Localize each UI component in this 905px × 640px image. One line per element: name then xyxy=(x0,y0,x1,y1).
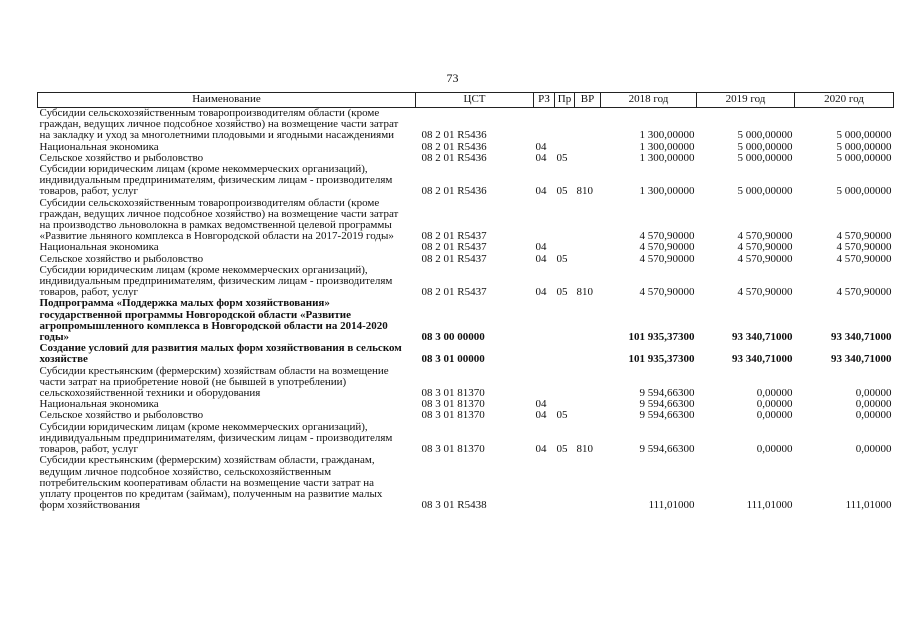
cell-pr: 05 xyxy=(556,151,568,164)
cell-rz xyxy=(534,366,555,400)
cell-pr xyxy=(555,343,575,365)
cell-cst: 08 2 01 R5436 xyxy=(421,129,487,142)
table-row xyxy=(38,422,894,456)
cell-2019: 0,00000 xyxy=(756,398,793,411)
cell-name: Сельское хозяйство и рыболовство xyxy=(39,151,204,164)
cell-rz: 04 xyxy=(535,185,547,198)
cell-2020: 93 340,71000 xyxy=(831,331,892,344)
cell-rz: 04 xyxy=(535,398,547,411)
table-body xyxy=(38,108,894,512)
cell-rz xyxy=(534,198,555,243)
budget-table xyxy=(37,92,894,511)
cell-pr: 05 xyxy=(556,286,568,299)
cell-name: Национальная экономика xyxy=(39,241,159,254)
cell-2018: 1 300,00000 xyxy=(639,129,695,142)
header-cst: ЦСТ xyxy=(416,93,534,108)
cell-pr xyxy=(555,198,575,243)
table-row xyxy=(38,410,894,421)
cell-name: Подпрограмма «Поддержка малых форм хозяйствования» государственной программы Новгородской области «Развитие агропромышленного комплекса в Новгородской области на 2014-2020 годы» xyxy=(39,297,388,344)
cell-2018: 9 594,66300 xyxy=(639,409,695,422)
cell-vr xyxy=(575,298,601,343)
cell-2019: 93 340,71000 xyxy=(732,331,793,344)
cell-pr xyxy=(555,298,575,343)
cell-name: Субсидии крестьянским (фермерским) хозяйствам области на возмещение части затрат на приобретение новой (не бывшей в употреблении) сельскохозяйственной техники и оборудования xyxy=(39,364,389,400)
cell-2018: 4 570,90000 xyxy=(639,241,695,254)
cell-2018: 1 300,00000 xyxy=(639,151,695,164)
table-row xyxy=(38,366,894,400)
cell-2020: 4 570,90000 xyxy=(836,241,892,254)
cell-2020: 93 340,71000 xyxy=(831,353,892,366)
header-name: Наименование xyxy=(38,93,416,108)
cell-pr xyxy=(555,366,575,400)
cell-pr xyxy=(555,242,575,253)
cell-rz xyxy=(534,298,555,343)
cell-2018: 111,01000 xyxy=(648,499,695,512)
cell-name: Сельское хозяйство и рыболовство xyxy=(39,409,204,422)
cell-2018: 4 570,90000 xyxy=(639,286,695,299)
cell-vr xyxy=(575,108,601,142)
cell-pr: 05 xyxy=(556,443,568,456)
cell-pr: 05 xyxy=(556,409,568,422)
cell-2019: 93 340,71000 xyxy=(732,353,793,366)
cell-2018: 1 300,00000 xyxy=(639,140,695,153)
cell-name: Субсидии крестьянским (фермерским) хозяйствам области, гражданам, ведущим личное подсобное хозяйство, сельскохозяйственным потребительским кооперативам области на возмещение части затрат на уплату процентов по кредитам (займам), полученным на развитие малых форм хозяйствования xyxy=(39,454,383,512)
table-row xyxy=(38,242,894,253)
cell-rz: 04 xyxy=(535,151,547,164)
cell-vr xyxy=(575,343,601,365)
cell-2020: 0,00000 xyxy=(855,409,892,422)
cell-2019: 0,00000 xyxy=(756,387,793,400)
cell-vr: 810 xyxy=(576,286,593,299)
cell-2018: 9 594,66300 xyxy=(639,443,695,456)
cell-2020: 4 570,90000 xyxy=(836,230,892,243)
cell-pr: 05 xyxy=(556,185,568,198)
cell-2020: 4 570,90000 xyxy=(836,286,892,299)
cell-pr xyxy=(555,108,575,142)
table-header-row xyxy=(38,93,894,108)
cell-vr: 810 xyxy=(576,443,593,456)
header-2019: 2019 год xyxy=(697,93,795,108)
cell-cst: 08 2 01 R5437 xyxy=(421,252,487,265)
cell-2018: 101 935,37300 xyxy=(628,353,695,366)
cell-2018: 4 570,90000 xyxy=(639,230,695,243)
cell-2019: 5 000,00000 xyxy=(737,140,793,153)
cell-cst: 08 2 01 R5436 xyxy=(421,185,487,198)
cell-2020: 0,00000 xyxy=(855,398,892,411)
cell-2020: 111,01000 xyxy=(845,499,892,512)
cell-vr xyxy=(575,142,601,153)
cell-cst: 08 2 01 R5437 xyxy=(421,241,487,254)
cell-cst: 08 3 01 81370 xyxy=(421,443,485,456)
cell-2019: 5 000,00000 xyxy=(737,129,793,142)
cell-vr xyxy=(575,455,601,511)
cell-2019: 4 570,90000 xyxy=(737,241,793,254)
cell-2018: 101 935,37300 xyxy=(628,331,695,344)
cell-2020: 5 000,00000 xyxy=(836,185,892,198)
cell-2018: 4 570,90000 xyxy=(639,252,695,265)
cell-name: Субсидии сельскохозяйственным товаропроизводителям области (кроме граждан, ведущих личное подсобное хозяйство) на возмещение части затрат на закладку и уход за многолетними плодовыми и ягодными насаждениями xyxy=(39,107,399,142)
cell-2019: 4 570,90000 xyxy=(737,230,793,243)
table-row xyxy=(38,455,894,511)
cell-rz xyxy=(534,108,555,142)
header-2020: 2020 год xyxy=(795,93,894,108)
header-vr: ВР xyxy=(575,93,601,108)
header-rz: РЗ xyxy=(534,93,555,108)
cell-rz xyxy=(534,343,555,365)
cell-cst: 08 3 01 81370 xyxy=(421,398,485,411)
cell-vr xyxy=(575,198,601,243)
cell-2019: 4 570,90000 xyxy=(737,252,793,265)
cell-rz: 04 xyxy=(535,140,547,153)
header-pr: Пр xyxy=(555,93,575,108)
cell-2020: 0,00000 xyxy=(855,387,892,400)
cell-2018: 9 594,66300 xyxy=(639,387,695,400)
cell-2019: 5 000,00000 xyxy=(737,151,793,164)
cell-cst: 08 2 01 R5437 xyxy=(421,230,487,243)
cell-2018: 9 594,66300 xyxy=(639,398,695,411)
cell-vr xyxy=(575,399,601,410)
cell-cst: 08 2 01 R5436 xyxy=(421,140,487,153)
cell-2019: 4 570,90000 xyxy=(737,286,793,299)
cell-pr: 05 xyxy=(556,252,568,265)
cell-rz: 04 xyxy=(535,443,547,456)
cell-vr: 810 xyxy=(576,185,593,198)
cell-2019: 0,00000 xyxy=(756,409,793,422)
cell-cst: 08 3 00 00000 xyxy=(421,331,485,344)
cell-name: Субсидии юридическим лицам (кроме некоммерческих организаций), индивидуальным предпринимателям, физическим лицам - производителям товаров, работ, услуг xyxy=(39,163,393,198)
cell-vr xyxy=(575,254,601,265)
cell-rz: 04 xyxy=(535,252,547,265)
cell-2019: 111,01000 xyxy=(746,499,793,512)
table-row xyxy=(38,164,894,198)
cell-2020: 5 000,00000 xyxy=(836,140,892,153)
table-row xyxy=(38,265,894,299)
cell-2020: 0,00000 xyxy=(855,443,892,456)
cell-cst: 08 2 01 R5437 xyxy=(421,286,487,299)
table-row xyxy=(38,108,894,142)
table-row xyxy=(38,198,894,243)
cell-rz: 04 xyxy=(535,409,547,422)
cell-vr xyxy=(575,153,601,164)
cell-rz: 04 xyxy=(535,286,547,299)
cell-name: Субсидии юридическим лицам (кроме некоммерческих организаций), индивидуальным предпринимателям, физическим лицам - производителям товаров, работ, услуг xyxy=(39,263,393,299)
cell-2020: 5 000,00000 xyxy=(836,129,892,142)
table-row xyxy=(38,343,894,365)
cell-rz: 04 xyxy=(535,241,547,254)
cell-vr xyxy=(575,410,601,421)
cell-cst: 08 3 01 00000 xyxy=(421,353,485,366)
cell-name: Субсидии сельскохозяйственным товаропроизводителям области (кроме граждан, ведущих личное подсобное хозяйство) на возмещение части затрат на производство льноволокна в рамках ведомственной целевой программы «Развитие льняного комплекса в Новгородской области на 2017-2019 годы» xyxy=(39,196,399,243)
cell-cst: 08 3 01 81370 xyxy=(421,409,485,422)
header-2018: 2018 год xyxy=(601,93,697,108)
cell-cst: 08 3 01 R5438 xyxy=(421,499,487,512)
cell-vr xyxy=(575,366,601,400)
cell-name: Национальная экономика xyxy=(39,398,159,411)
cell-cst: 08 2 01 R5436 xyxy=(421,151,487,164)
cell-name: Создание условий для развития малых форм хозяйствования в сельском хозяйстве xyxy=(39,342,402,366)
cell-cst: 08 3 01 81370 xyxy=(421,387,485,400)
cell-rz xyxy=(534,455,555,511)
cell-vr xyxy=(575,242,601,253)
table-row xyxy=(38,298,894,343)
cell-name: Субсидии юридическим лицам (кроме некоммерческих организаций), индивидуальным предпринимателям, физическим лицам - производителям товаров, работ, услуг xyxy=(39,420,393,456)
cell-2019: 0,00000 xyxy=(756,443,793,456)
cell-pr xyxy=(555,455,575,511)
cell-name: Национальная экономика xyxy=(39,140,159,153)
cell-2018: 1 300,00000 xyxy=(639,185,695,198)
cell-2019: 5 000,00000 xyxy=(737,185,793,198)
cell-2020: 4 570,90000 xyxy=(836,252,892,265)
cell-name: Сельское хозяйство и рыболовство xyxy=(39,252,204,265)
page-number: 73 xyxy=(446,71,459,85)
cell-2020: 5 000,00000 xyxy=(836,151,892,164)
